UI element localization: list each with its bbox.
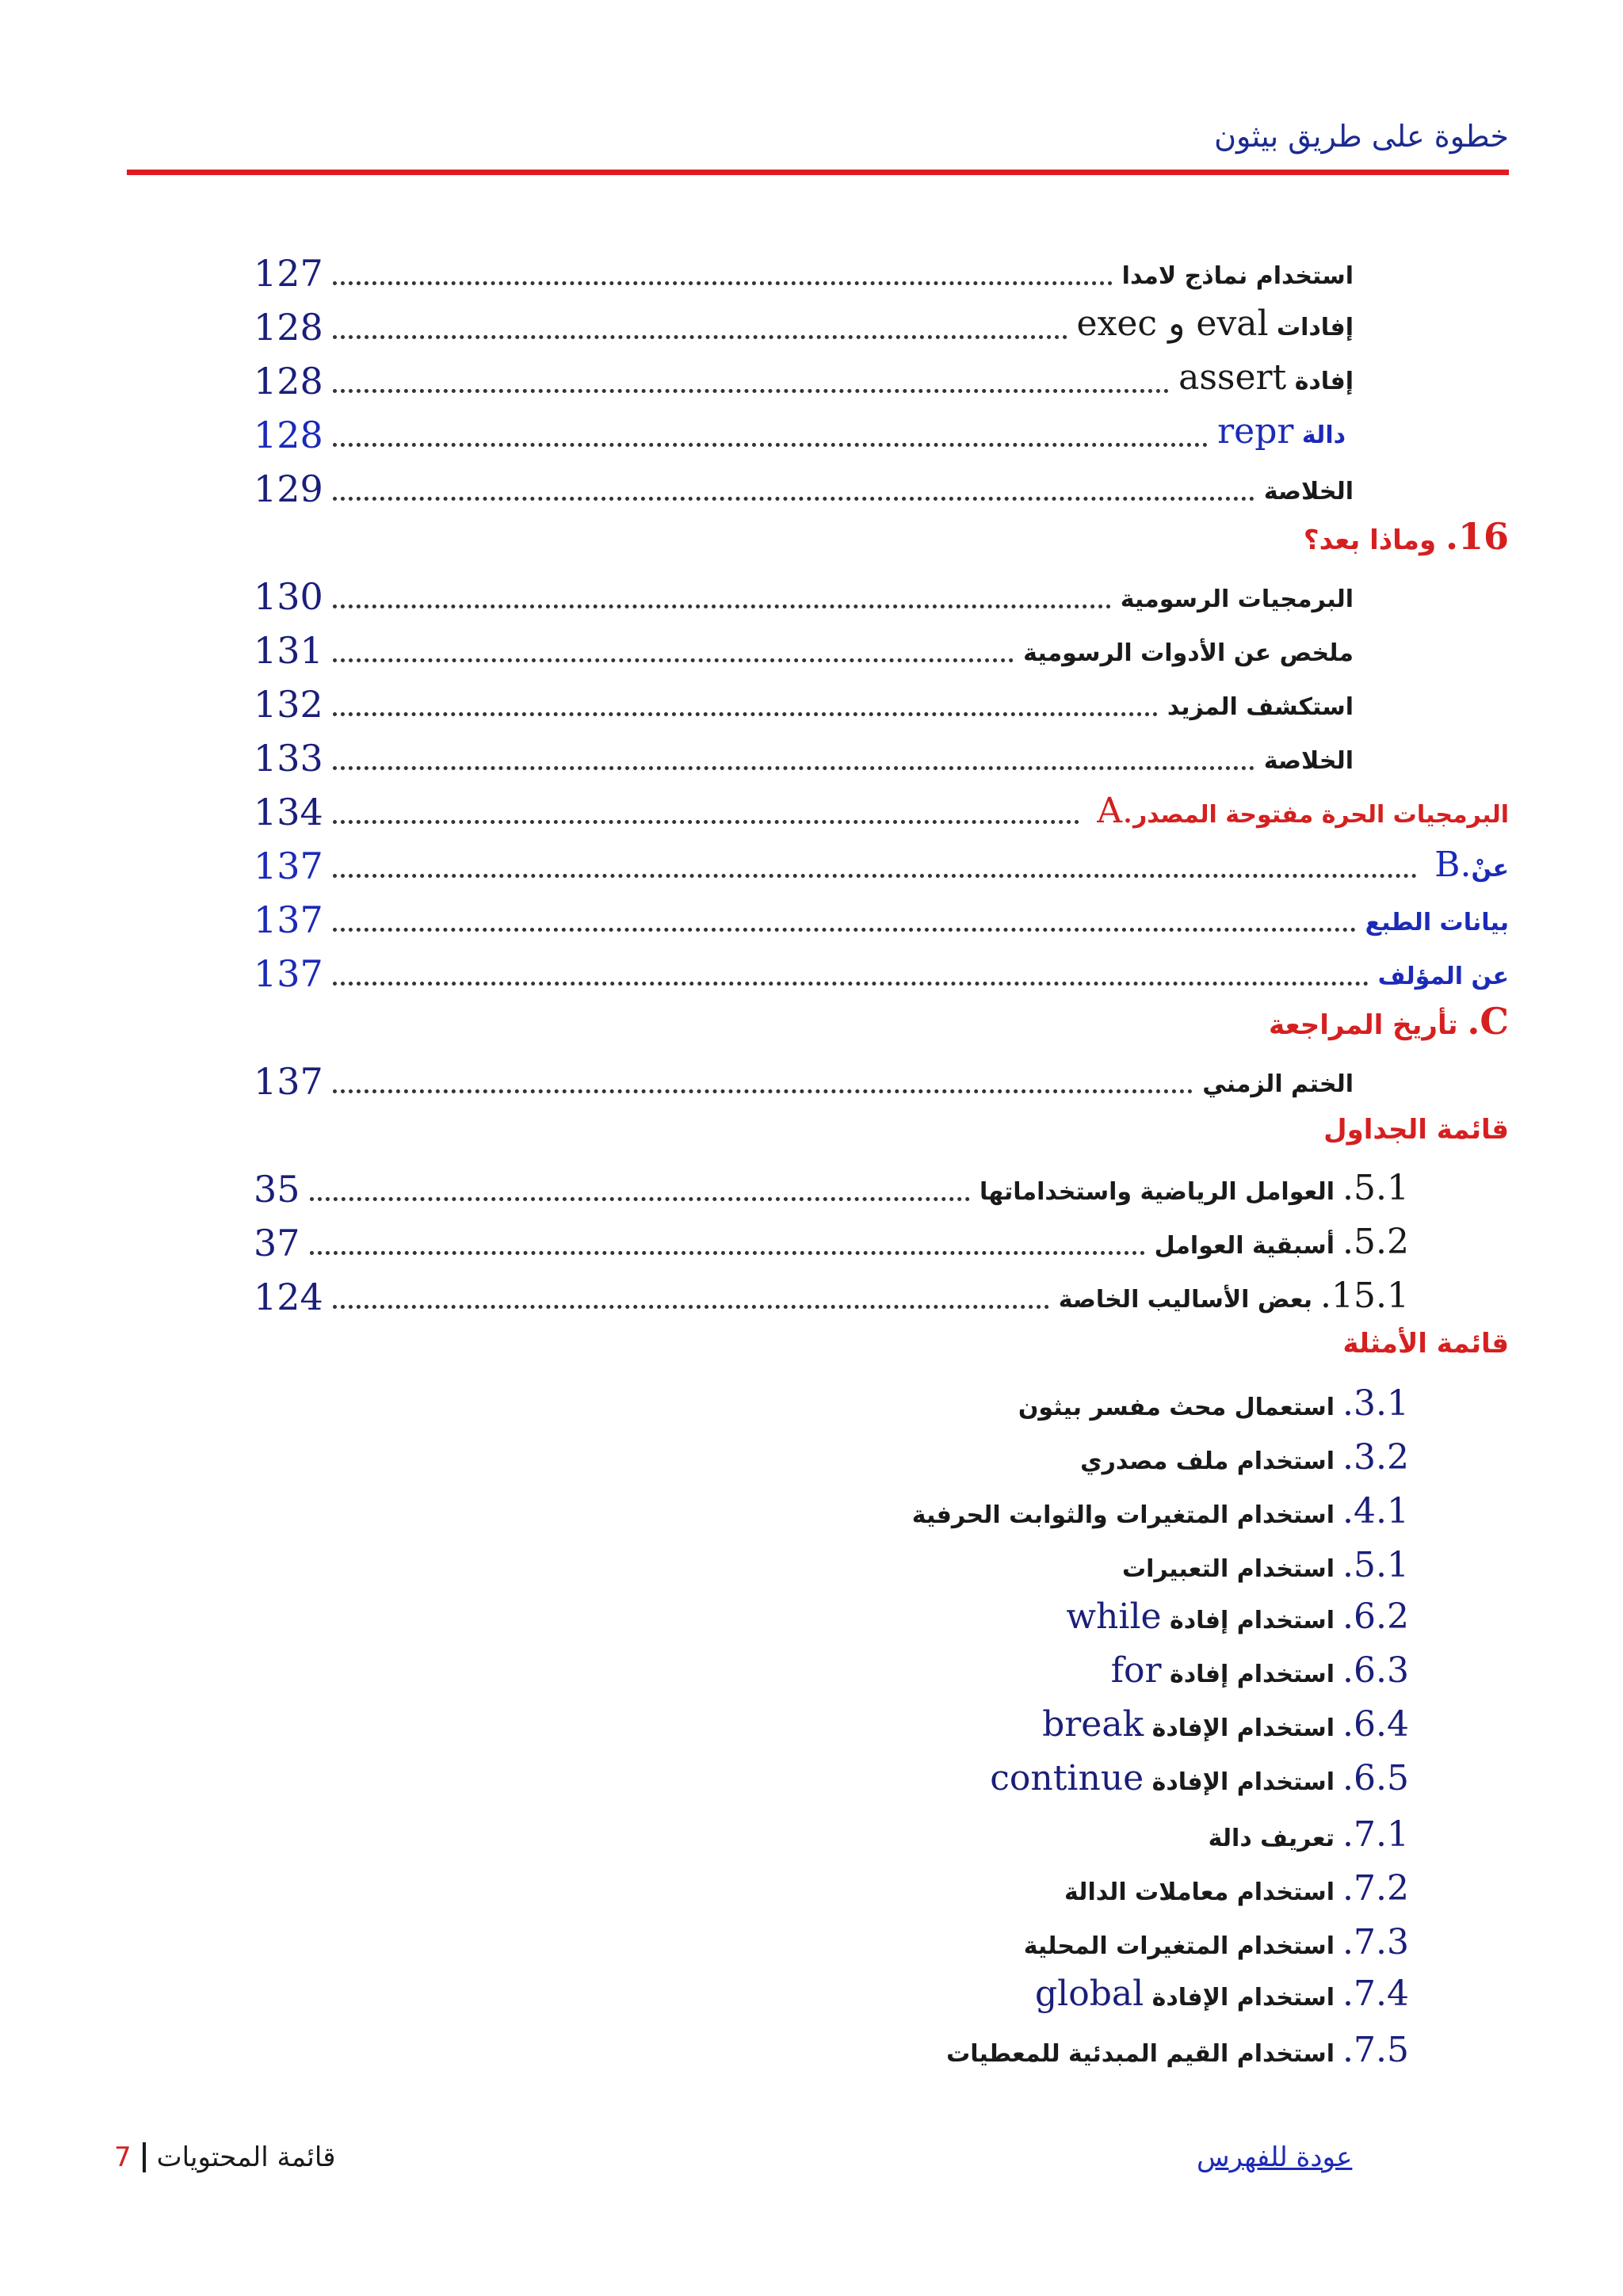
list-of-tables-heading: قائمة الجداول bbox=[1323, 1114, 1509, 1146]
example-list-item[interactable] bbox=[1111, 1646, 1409, 1694]
table-number: 15.1. bbox=[1320, 1276, 1409, 1316]
toc-page-number: 127 bbox=[254, 252, 323, 295]
toc-row[interactable] bbox=[254, 623, 1409, 670]
toc-entry-label bbox=[1077, 303, 1409, 347]
toc-entry-text: دالة bbox=[1301, 421, 1346, 449]
toc-entry-label bbox=[1217, 411, 1401, 455]
example-number: 3.1. bbox=[1342, 1383, 1409, 1424]
example-list-item[interactable] bbox=[1035, 1970, 1409, 2017]
toc-row[interactable] bbox=[254, 730, 1409, 778]
dot-leader bbox=[333, 605, 1111, 608]
example-list-item[interactable] bbox=[990, 1754, 1409, 1802]
toc-page-number: 37 bbox=[254, 1222, 300, 1264]
toc-entry-label: الخلاصة bbox=[1263, 747, 1354, 775]
example-label bbox=[1208, 1814, 1409, 1855]
example-text: استخدام التعبيرات bbox=[1122, 1555, 1335, 1583]
toc-page-number: 129 bbox=[254, 467, 323, 510]
example-label bbox=[1042, 1704, 1409, 1748]
example-code: break bbox=[1042, 1704, 1144, 1745]
toc-row[interactable] bbox=[254, 892, 1509, 940]
chapter-number: 16. bbox=[1445, 515, 1509, 558]
example-text: استخدام المتغيرات المحلية bbox=[1023, 1932, 1335, 1960]
dot-leader bbox=[333, 928, 1356, 932]
example-number: 7.4. bbox=[1342, 1974, 1409, 2014]
appendix-c-heading[interactable] bbox=[1269, 1000, 1509, 1043]
toc-row-appendix-a[interactable] bbox=[254, 784, 1509, 832]
toc-entry-label bbox=[1089, 791, 1509, 832]
running-header-title: خطوة على طريق بيثون bbox=[1214, 119, 1509, 154]
example-text: استخدام ملف مصدري bbox=[1080, 1447, 1335, 1475]
toc-entry-label bbox=[1154, 1222, 1409, 1263]
toc-entry-label bbox=[1178, 357, 1409, 401]
dot-leader bbox=[333, 1305, 1049, 1309]
example-label bbox=[1018, 1383, 1409, 1425]
example-list-item[interactable] bbox=[1080, 1431, 1409, 1478]
header-divider bbox=[127, 170, 1509, 175]
toc-entry-label: ملخص عن الأدوات الرسومية bbox=[1023, 639, 1354, 667]
example-number: 3.2. bbox=[1342, 1437, 1409, 1478]
toc-row[interactable] bbox=[254, 353, 1409, 401]
chapter-16-heading[interactable] bbox=[1304, 515, 1509, 558]
toc-page-number: 137 bbox=[254, 898, 323, 941]
example-list-item[interactable] bbox=[946, 2023, 1409, 2071]
toc-row[interactable] bbox=[254, 299, 1409, 347]
example-text: تعريف دالة bbox=[1208, 1825, 1335, 1852]
toc-entry-text: العوامل الرياضية واستخداماتها bbox=[979, 1178, 1335, 1206]
toc-entry-code: repr bbox=[1217, 411, 1294, 452]
table-list-row[interactable] bbox=[254, 1269, 1409, 1317]
dot-leader bbox=[333, 874, 1417, 878]
list-of-examples-heading: قائمة الأمثلة bbox=[1342, 1328, 1509, 1360]
example-number: 7.1. bbox=[1342, 1814, 1409, 1855]
appendix-title: تأريخ المراجعة bbox=[1268, 1009, 1458, 1041]
table-list-row[interactable] bbox=[254, 1161, 1409, 1209]
example-list-item[interactable] bbox=[912, 1485, 1409, 1532]
example-text: استعمال محث مفسر بيثون bbox=[1018, 1394, 1335, 1421]
example-list-item[interactable] bbox=[1024, 1916, 1409, 1963]
page-number: 7 bbox=[114, 2142, 132, 2173]
example-label bbox=[911, 1491, 1409, 1532]
example-number: 6.2. bbox=[1342, 1596, 1409, 1637]
toc-page-number: 132 bbox=[254, 683, 323, 726]
toc-entry-text: البرمجيات الحرة مفتوحة المصدر bbox=[1132, 801, 1509, 829]
toc-entry-label bbox=[979, 1168, 1409, 1209]
toc-page-number: 35 bbox=[254, 1168, 300, 1211]
back-to-index-link[interactable]: عودة للفهرس bbox=[1197, 2142, 1353, 2173]
toc-row[interactable] bbox=[254, 246, 1409, 293]
dot-leader bbox=[333, 281, 1113, 285]
table-list-row[interactable] bbox=[254, 1215, 1409, 1263]
example-list-item[interactable] bbox=[1064, 1862, 1409, 1909]
dot-leader bbox=[333, 658, 1014, 662]
toc-page-number: 137 bbox=[254, 845, 323, 887]
toc-entry-label: استخدام نماذج لامدا bbox=[1121, 262, 1354, 290]
dot-leader bbox=[333, 1089, 1193, 1093]
example-code: global bbox=[1035, 1974, 1144, 2014]
toc-entry-text: إفادة bbox=[1294, 368, 1354, 395]
toc-entry-text: بعض الأساليب الخاصة bbox=[1058, 1286, 1313, 1314]
example-number: 5.1. bbox=[1342, 1545, 1409, 1585]
toc-row[interactable] bbox=[254, 677, 1409, 724]
toc-page-number: 128 bbox=[254, 306, 323, 349]
example-text: استخدام المتغيرات والثوابت الحرفية bbox=[911, 1501, 1335, 1529]
example-text: استخدام إفادة bbox=[1170, 1661, 1335, 1688]
example-list-item[interactable] bbox=[1042, 1700, 1409, 1748]
toc-entry-label: الخلاصة bbox=[1263, 478, 1354, 505]
toc-row[interactable] bbox=[254, 461, 1409, 509]
example-number: 7.2. bbox=[1342, 1868, 1409, 1909]
chapter-title: وماذا بعد؟ bbox=[1303, 524, 1437, 556]
example-label bbox=[1111, 1650, 1409, 1694]
dot-leader bbox=[333, 982, 1369, 986]
example-label bbox=[990, 1758, 1409, 1802]
toc-page-number: 133 bbox=[254, 737, 323, 780]
toc-row[interactable] bbox=[254, 1054, 1409, 1101]
example-text: استخدام الإفادة bbox=[1151, 1714, 1335, 1742]
toc-row-appendix-b[interactable] bbox=[254, 838, 1509, 886]
example-label bbox=[1122, 1545, 1409, 1586]
example-number: 4.1. bbox=[1342, 1491, 1409, 1531]
toc-page-number: 130 bbox=[254, 575, 323, 618]
example-number: 6.5. bbox=[1342, 1758, 1409, 1798]
table-number: 5.2. bbox=[1342, 1222, 1409, 1262]
example-text: استخدام الإفادة bbox=[1151, 1768, 1335, 1796]
toc-entry-text: عنْ bbox=[1471, 855, 1509, 883]
toc-entry-label: استكشف المزيد bbox=[1167, 693, 1354, 721]
dot-leader bbox=[333, 497, 1254, 501]
appendix-letter: C. bbox=[1467, 1000, 1509, 1043]
toc-entry-text: أسبقية العوامل bbox=[1154, 1232, 1335, 1260]
example-number: 7.5. bbox=[1342, 2030, 1409, 2070]
example-label bbox=[1066, 1596, 1409, 1640]
example-number: 6.3. bbox=[1342, 1650, 1409, 1691]
dot-leader bbox=[333, 766, 1254, 770]
footer-section-title: قائمة المحتويات bbox=[156, 2142, 336, 2173]
page-footer bbox=[114, 2142, 335, 2173]
toc-page-number: 124 bbox=[254, 1276, 323, 1318]
dot-leader bbox=[333, 389, 1169, 393]
appendix-letter: B. bbox=[1434, 845, 1472, 885]
example-text: استخدام معاملات الدالة bbox=[1064, 1878, 1335, 1906]
toc-row[interactable] bbox=[254, 407, 1401, 455]
toc-page-number: 134 bbox=[254, 791, 323, 833]
toc-page-number: 128 bbox=[254, 414, 323, 456]
toc-entry-label: بيانات الطبع bbox=[1365, 909, 1509, 936]
toc-page-number: 137 bbox=[254, 1060, 323, 1103]
example-label bbox=[1064, 1868, 1409, 1909]
dot-leader bbox=[310, 1197, 970, 1201]
footer-divider bbox=[143, 2142, 146, 2172]
example-text: استخدام الإفادة bbox=[1151, 1984, 1335, 2012]
toc-page-number: 128 bbox=[254, 360, 323, 402]
toc-page-number: 137 bbox=[254, 952, 323, 995]
example-text: استخدام القيم المبدئية للمعطيات bbox=[946, 2040, 1335, 2068]
example-list-item[interactable] bbox=[1122, 1539, 1409, 1586]
toc-entry-code: assert bbox=[1178, 357, 1287, 398]
example-label bbox=[1035, 1974, 1409, 2017]
appendix-letter: A. bbox=[1097, 791, 1133, 831]
toc-entry-label: عن المؤلف bbox=[1377, 963, 1509, 990]
dot-leader bbox=[333, 820, 1079, 824]
toc-entry-code: eval و exec bbox=[1076, 303, 1269, 344]
example-number: 7.3. bbox=[1342, 1922, 1409, 1962]
toc-entry-label bbox=[1426, 845, 1509, 886]
example-list-item[interactable] bbox=[1066, 1592, 1409, 1640]
toc-entry-label: البرمجيات الرسومية bbox=[1120, 585, 1354, 613]
dot-leader bbox=[333, 712, 1158, 716]
example-number: 6.4. bbox=[1342, 1704, 1409, 1745]
toc-entry-text: إفادات bbox=[1276, 314, 1354, 341]
table-number: 5.1. bbox=[1342, 1168, 1409, 1208]
example-label bbox=[946, 2030, 1409, 2071]
example-code: for bbox=[1110, 1650, 1162, 1691]
example-list-item[interactable] bbox=[1209, 1808, 1409, 1855]
example-text: استخدام إفادة bbox=[1170, 1607, 1335, 1634]
toc-row[interactable] bbox=[254, 946, 1509, 994]
toc-row[interactable] bbox=[254, 569, 1409, 616]
example-list-item[interactable] bbox=[1018, 1377, 1409, 1425]
example-label bbox=[1080, 1437, 1409, 1478]
dot-leader bbox=[333, 443, 1208, 447]
dot-leader bbox=[310, 1251, 1145, 1255]
toc-entry-label bbox=[1058, 1276, 1409, 1317]
toc-entry-label: الختم الزمني bbox=[1202, 1070, 1354, 1098]
example-code: continue bbox=[990, 1758, 1144, 1798]
example-label bbox=[1023, 1922, 1409, 1963]
example-code: while bbox=[1066, 1596, 1162, 1637]
toc-page-number: 131 bbox=[254, 629, 323, 672]
dot-leader bbox=[333, 335, 1067, 339]
